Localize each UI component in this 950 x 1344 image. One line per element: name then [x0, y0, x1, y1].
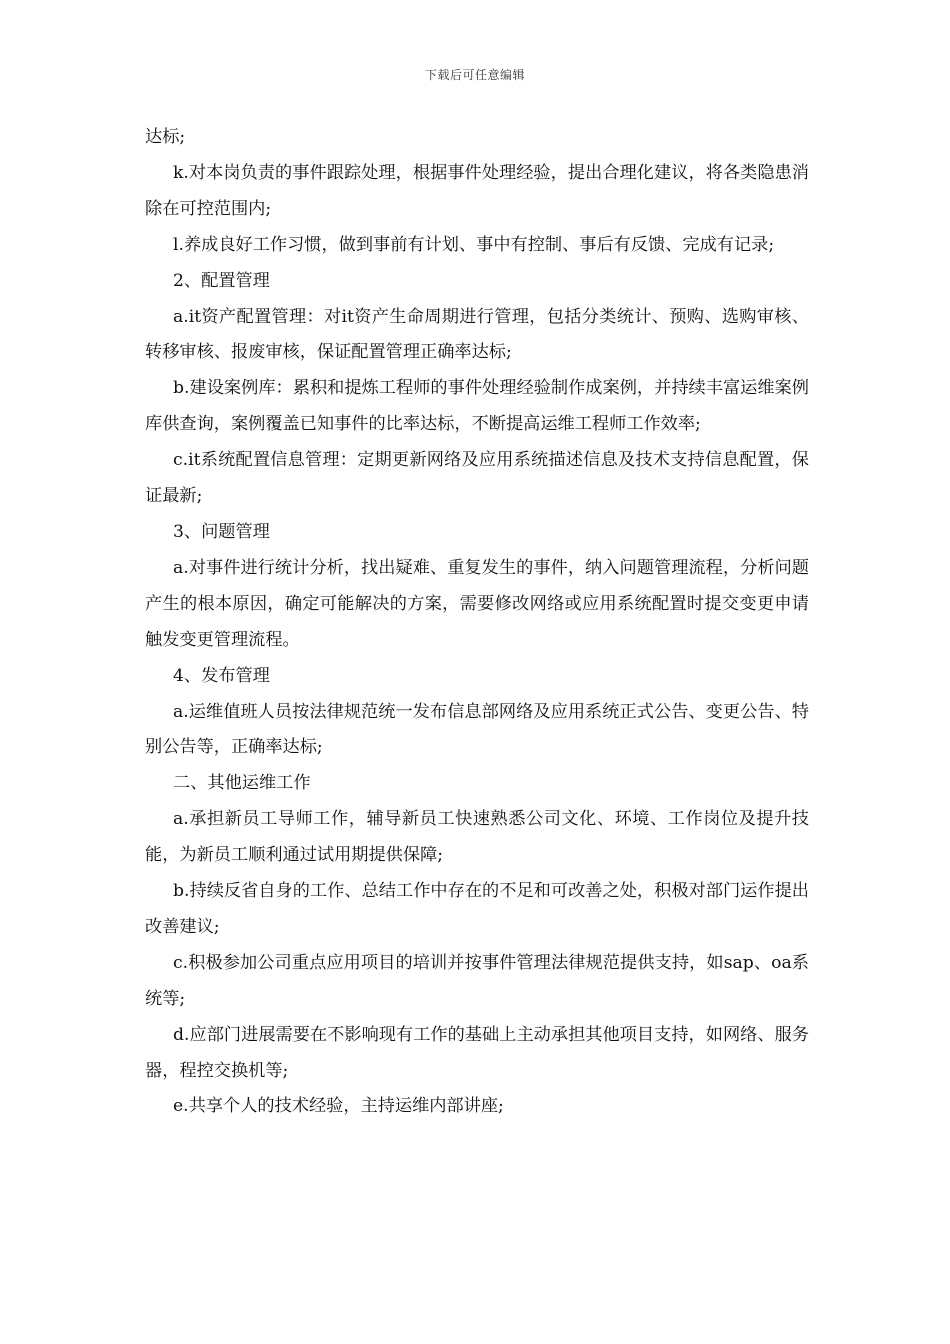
section-heading: 二、其他运维工作: [173, 773, 311, 794]
paragraph: c.it系统配置信息管理：定期更新网络及应用系统描述信息及技术支持信息配置，保证最新;: [145, 450, 809, 507]
section-heading: 2、配置管理: [173, 270, 270, 291]
paragraph: b.持续反省自身的工作、总结工作中存在的不足和可改善之处，积极对部门运作提出改善建议;: [145, 881, 809, 937]
paragraph: a.运维值班人员按法律规范统一发布信息部网络及应用系统正式公告、变更公告、特别公告等，正确率达标;: [145, 701, 809, 758]
paragraph: k.对本岗负责的事件跟踪处理，根据事件处理经验，提出合理化建议，将各类隐患消除在可控范围内;: [145, 162, 809, 219]
paragraph: c.积极参加公司重点应用项目的培训并按事件管理法律规范提供支持，如sap、oa系统等;: [145, 952, 809, 1009]
paragraph: 达标;: [145, 127, 186, 147]
section-heading: 4、发布管理: [173, 665, 270, 686]
paragraph: a.承担新员工导师工作，辅导新员工快速熟悉公司文化、环境、工作岗位及提升技能，为新员工顺利通过试用期提供保障;: [145, 809, 809, 866]
paragraph: d.应部门进展需要在不影响现有工作的基础上主动承担其他项目支持，如网络、服务器，程控交换机等;: [145, 1024, 809, 1081]
paragraph: b.建设案例库：累积和提炼工程师的事件处理经验制作成案例，并持续丰富运维案例库供查询，案例覆盖已知事件的比率达标，不断提高运维工程师工作效率;: [145, 378, 809, 435]
paragraph: a.it资产配置管理：对it资产生命周期进行管理，包括分类统计、预购、选购审核、转移审核、报废审核，保证配置管理正确率达标;: [145, 306, 809, 363]
page-header: 下载后可任意编辑: [424, 68, 525, 82]
section-heading: 3、问题管理: [173, 521, 270, 542]
paragraph: a.对事件进行统计分析，找出疑难、重复发生的事件，纳入问题管理流程，分析问题产生的根本原因，确定可能解决的方案，需要修改网络或应用系统配置时提交变更申请触发变更管理流程。: [145, 557, 809, 650]
document-body: [145, 120, 809, 1125]
paragraph: l.养成良好工作习惯，做到事前有计划、事中有控制、事后有反馈、完成有记录;: [173, 234, 775, 255]
paragraph: e.共享个人的技术经验，主持运维内部讲座;: [173, 1096, 504, 1117]
